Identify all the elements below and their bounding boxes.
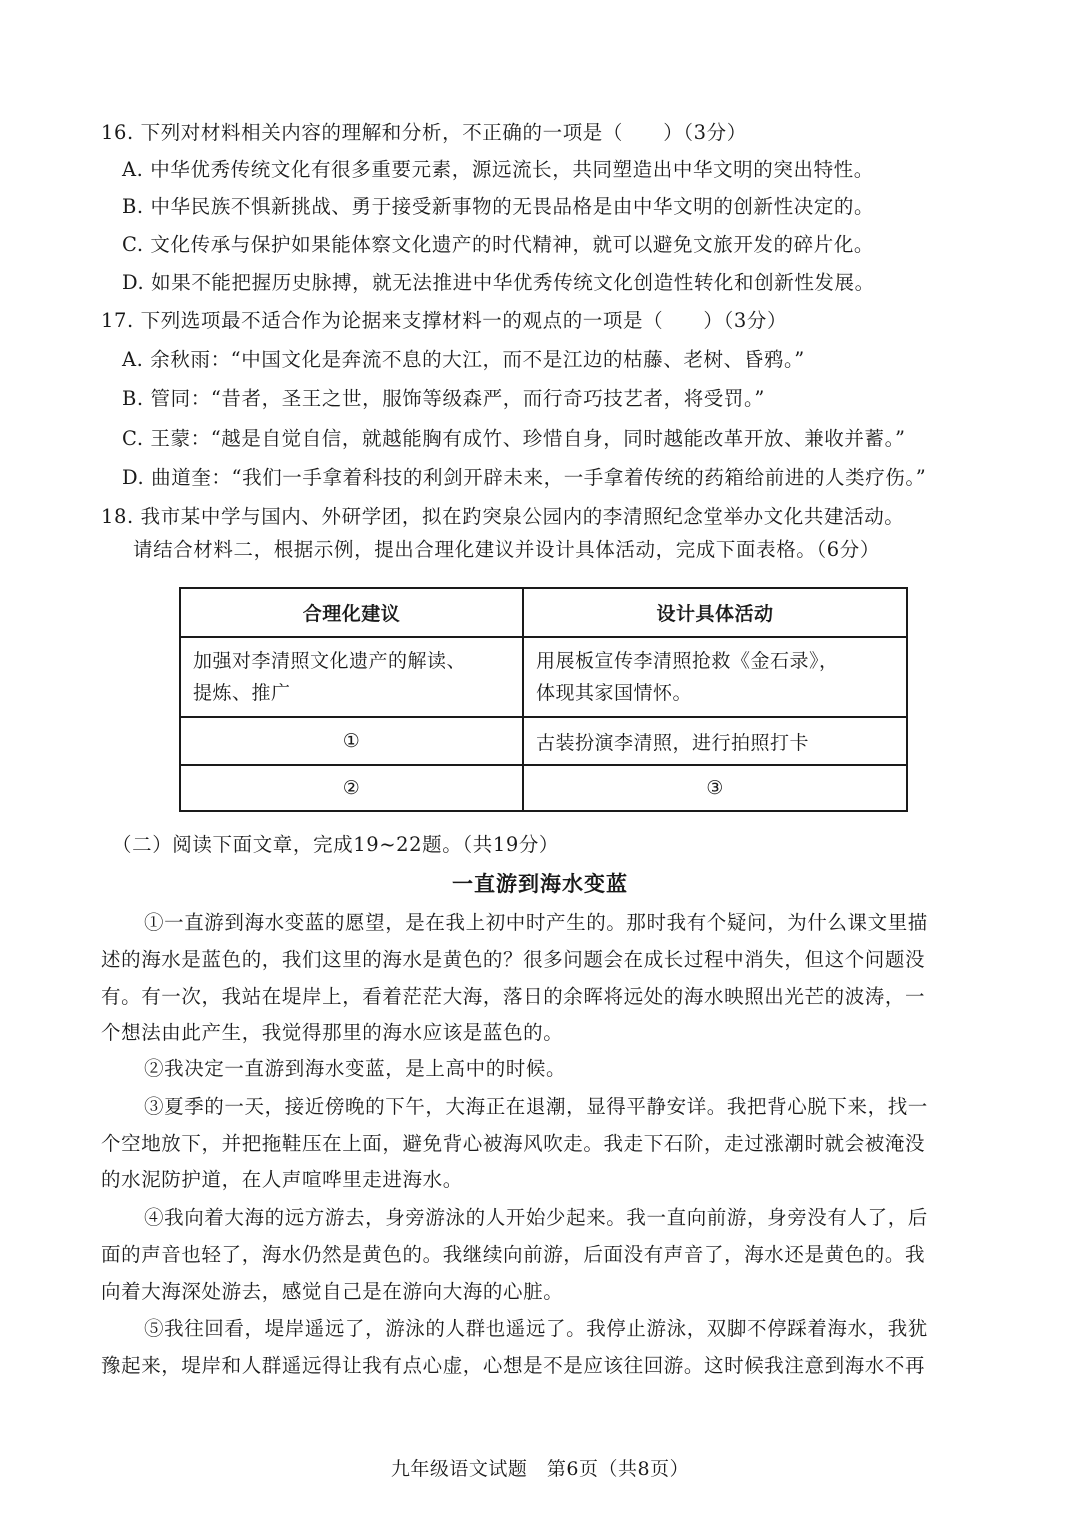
article-line: 个想法由此产生，我觉得那里的海水应该是蓝色的。 <box>101 1021 564 1044</box>
cell-line: 用展板宣传李清照抢救《金石录》， <box>536 650 839 672</box>
page-footer: 九年级语文试题 第6页（共8页） <box>390 1458 690 1480</box>
question-16-option-c: C. 文化传承与保护如果能体察文化遗产的时代精神，就可以避免文旅开发的碎片化。 <box>122 233 875 256</box>
question-16-option-b: B. 中华民族不惧新挑战、勇于接受新事物的无畏品格是由中华文明的创新性决定的。 <box>122 195 875 218</box>
table-row <box>180 637 907 717</box>
article-line: ①一直游到海水变蓝的愿望，是在我上初中时产生的。那时我有个疑问，为什么课文里描 <box>144 911 928 934</box>
question-17-option-c: C. 王蒙：“越是自觉自信，就越能胸有成竹、珍惜自身，同时越能改革开放、兼收并蓄。” <box>122 427 906 450</box>
article-line: 面的声音也轻了，海水仍然是黄色的。我继续向前游，后面没有声音了，海水还是黄色的。我 <box>101 1243 926 1266</box>
article-line: ④我向着大海的远方游去，身旁游泳的人开始少起来。我一直向前游，身旁没有人了，后 <box>144 1206 928 1229</box>
article-line: 豫起来，堤岸和人群遥远得让我有点心虚，心想是不是应该往回游。这时候我注意到海水不再 <box>101 1354 926 1377</box>
table-cell-activity-2: 古装扮演李清照，进行拍照打卡 <box>523 717 907 765</box>
question-17-option-b: B. 管同：“昔者，圣王之世，服饰等级森严，而行奇巧技艺者，将受罚。” <box>122 387 765 410</box>
question-16-stem: 16. 下列对材料相关内容的理解和分析，不正确的一项是（ ）（3分） <box>101 121 747 144</box>
article-line: 向着大海深处游去，感觉自己是在游向大海的心脏。 <box>101 1280 564 1303</box>
article-line: 个空地放下，并把拖鞋压在上面，避免背心被海风吹走。我走下石阶，走过涨潮时就会被淹没 <box>101 1132 926 1155</box>
table-blank-3: ③ <box>523 765 907 811</box>
article-line: ⑤我往回看，堤岸遥远了，游泳的人群也遥远了。我停止游泳，双脚不停踩着海水，我犹 <box>144 1317 928 1340</box>
table-blank-2: ② <box>180 765 523 811</box>
article-line: ③夏季的一天，接近傍晚的下午，大海正在退潮，显得平静安详。我把背心脱下来，找一 <box>144 1095 928 1118</box>
table-header-activity: 设计具体活动 <box>523 588 907 637</box>
article-line: 述的海水是蓝色的，我们这里的海水是黄色的？很多问题会在成长过程中消失，但这个问题没 <box>101 948 926 971</box>
question-17-option-a: A. 余秋雨：“中国文化是奔流不息的大江，而不是江边的枯藤、老树、昏鸦。” <box>122 348 805 371</box>
article-line: 的水泥防护道，在人声喧哗里走进海水。 <box>101 1168 463 1191</box>
table-row <box>180 765 907 811</box>
question-16-option-a: A. 中华优秀传统文化有很多重要元素，源远流长，共同塑造出中华文明的突出特性。 <box>122 158 874 181</box>
table-blank-1: ① <box>180 717 523 765</box>
section-2-intro: （二）阅读下面文章，完成19~22题。（共19分） <box>112 833 560 856</box>
article-line: ②我决定一直游到海水变蓝，是上高中的时候。 <box>144 1057 567 1080</box>
question-18-stem-line1: 18. 我市某中学与国内、外研学团，拟在趵突泉公园内的李清照纪念堂举办文化共建活动。 <box>101 505 905 528</box>
table-cell-activity-example <box>523 637 907 717</box>
cell-line: 体现其家国情怀。 <box>536 682 693 704</box>
question-16-option-d: D. 如果不能把握历史脉搏，就无法推进中华优秀传统文化创造性转化和创新性发展。 <box>122 271 875 294</box>
table-cell-suggestion-example <box>180 637 523 717</box>
article-title: 一直游到海水变蓝 <box>452 872 628 896</box>
cell-line: 提炼、推广 <box>193 682 291 704</box>
question-17-option-d: D. 曲道奎：“我们一手拿着科技的利剑开辟未来，一手拿着传统的药箱给前进的人类疗伤。” <box>122 466 927 489</box>
table-row <box>180 717 907 765</box>
question-17-stem: 17. 下列选项最不适合作为论据来支撑材料一的观点的一项是（ ）（3分） <box>101 309 788 332</box>
article-line: 有。有一次，我站在堤岸上，看着茫茫大海，落日的余晖将远处的海水映照出光芒的波涛，一 <box>101 985 926 1008</box>
question-18-stem-line2: 请结合材料二，根据示例，提出合理化建议并设计具体活动，完成下面表格。（6分） <box>133 538 880 561</box>
activity-table <box>179 587 908 812</box>
table-header-suggestion: 合理化建议 <box>180 588 523 637</box>
cell-line: 加强对李清照文化遗产的解读、 <box>193 650 467 672</box>
